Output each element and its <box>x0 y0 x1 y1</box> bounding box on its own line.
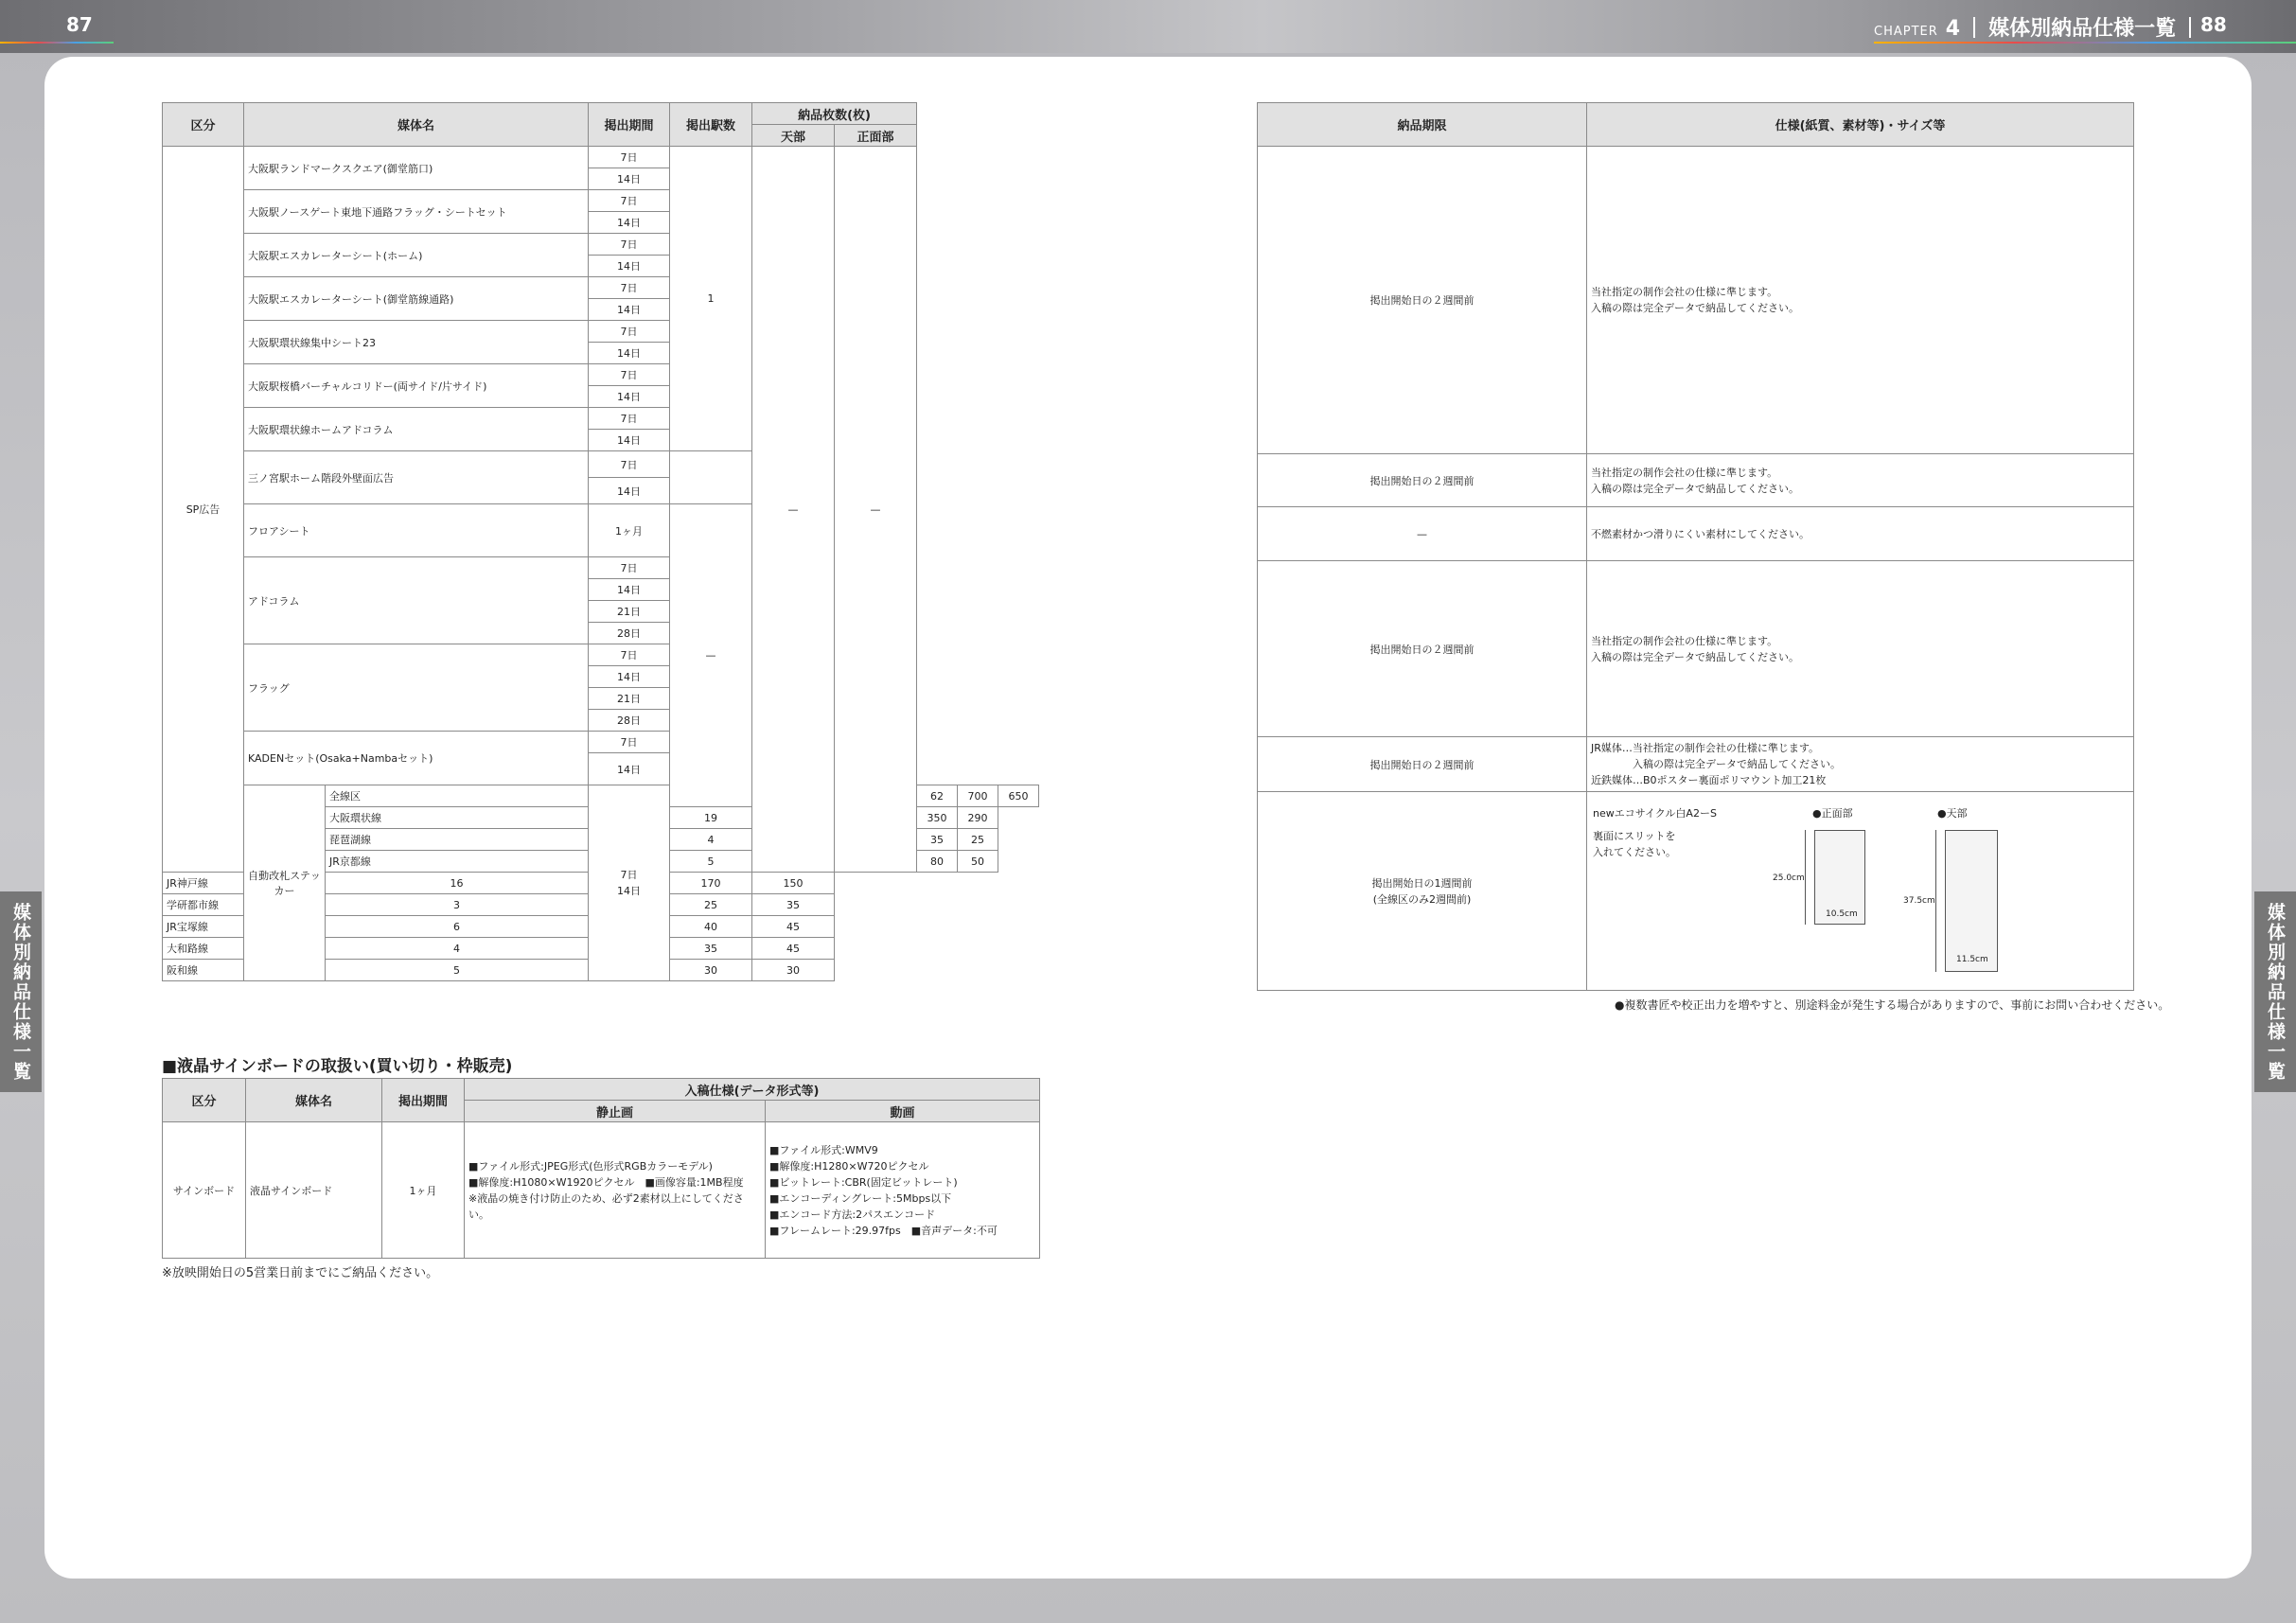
media-name: 三ノ宮駅ホーム階段外壁面広告 <box>244 451 589 504</box>
top-label: ●天部 <box>1937 806 1968 820</box>
chapter-heading <box>1874 12 2191 42</box>
sticker-period: 7日 14日 <box>589 785 670 981</box>
footnote: ●複数書匠や校正出力を増やすと、別途料金が発生する場合がありますので、事前にお問い合わせください。 <box>1615 998 2170 1012</box>
media-name: フロアシート <box>244 504 589 557</box>
media-name: KADENセット(Osaka+Nambaセット) <box>244 732 589 785</box>
period: 7日 <box>589 644 670 666</box>
line-sho: 650 <box>998 785 1039 807</box>
period: 28日 <box>589 710 670 732</box>
deadline-cell: 掲出開始日の２週間前 <box>1258 737 1587 792</box>
line-ten: 170 <box>670 873 752 894</box>
media-name: 大阪駅エスカレーターシート(御堂筋線通路) <box>244 277 589 321</box>
line-name: JR宝塚線 <box>163 916 244 938</box>
line-sho: 50 <box>958 851 998 873</box>
deadline-cell: 掲出開始日の２週間前 <box>1258 561 1587 737</box>
ten-dash: — <box>752 147 835 873</box>
period: 14日 <box>589 212 670 234</box>
line-stations: 4 <box>326 938 589 960</box>
col-spec: 入稿仕様(データ形式等) <box>465 1079 1040 1101</box>
spec-cell: 当社指定の制作会社の仕様に準じます。 入稿の際は完全データで納品してください。 <box>1587 454 2134 507</box>
top-height: 37.5cm <box>1903 895 1935 906</box>
col-stations: 掲出駅数 <box>670 103 752 147</box>
line-stations: 3 <box>326 894 589 916</box>
media-name: アドコラム <box>244 557 589 644</box>
line-stations: 5 <box>326 960 589 981</box>
line-name: JR神戸線 <box>163 873 244 894</box>
col-kubun: 区分 <box>163 103 244 147</box>
period: 28日 <box>589 623 670 644</box>
line-name: 大阪環状線 <box>326 807 589 829</box>
line-sho: 150 <box>752 873 835 894</box>
period: 14日 <box>589 478 670 504</box>
col-deadline: 納品期限 <box>1258 103 1587 147</box>
line-stations: 19 <box>670 807 752 829</box>
signboard-table <box>162 1078 1040 1259</box>
front-label: ●正面部 <box>1812 806 1853 820</box>
header-rule-right <box>1874 42 2296 44</box>
line-name: 大和路線 <box>163 938 244 960</box>
period: 7日 <box>589 277 670 299</box>
delivery-spec-table <box>1257 102 2134 991</box>
line-ten: 40 <box>670 916 752 938</box>
period: 7日 <box>589 557 670 579</box>
period: 7日 <box>589 408 670 430</box>
media-cell: 液晶サインボード <box>246 1122 382 1259</box>
period: 14日 <box>589 299 670 321</box>
line-stations: 16 <box>326 873 589 894</box>
line-ten: 35 <box>670 938 752 960</box>
col-media: 媒体名 <box>244 103 589 147</box>
period: 21日 <box>589 601 670 623</box>
line-sho: 290 <box>958 807 998 829</box>
header-rule-left <box>0 42 114 44</box>
line-ten: 80 <box>917 851 958 873</box>
col-video: 動画 <box>766 1101 1040 1122</box>
side-index-tab-left[interactable]: 媒体別納品仕様一覧 <box>0 891 42 1092</box>
col-still: 静止画 <box>465 1101 766 1122</box>
line-ten: 25 <box>670 894 752 916</box>
line-sho: 45 <box>752 938 835 960</box>
spec-cell: JR媒体…当社指定の制作会社の仕様に準じます。 入稿の際は完全データで納品してください。 近鉄媒体…B0ポスター裏面ポリマウント加工21枚 <box>1587 737 2134 792</box>
period: 7日 <box>589 147 670 168</box>
period: 14日 <box>589 579 670 601</box>
media-name: 大阪駅環状線ホームアドコラム <box>244 408 589 451</box>
media-name: 大阪駅エスカレーターシート(ホーム) <box>244 234 589 277</box>
stations-dash: — <box>670 504 752 807</box>
media-name: 大阪駅ノースゲート東地下通路フラッグ・シートセット <box>244 190 589 234</box>
top-width: 11.5cm <box>1956 954 1988 964</box>
line-sho: 25 <box>958 829 998 851</box>
line-ten: 30 <box>670 960 752 981</box>
period: 14日 <box>589 666 670 688</box>
deadline-cell: — <box>1258 507 1587 561</box>
line-name: JR京都線 <box>326 851 589 873</box>
chapter-number: 4 <box>1945 17 1961 41</box>
period: 7日 <box>589 451 670 478</box>
front-width: 10.5cm <box>1826 909 1858 919</box>
line-name: 琵琶湖線 <box>326 829 589 851</box>
period: 14日 <box>589 256 670 277</box>
eco-note: 裏面にスリットを 入れてください。 <box>1593 829 1676 858</box>
period: 7日 <box>589 732 670 753</box>
line-stations: 6 <box>326 916 589 938</box>
media-name: 大阪駅環状線集中シート23 <box>244 321 589 364</box>
chapter-divider-2 <box>2189 17 2191 38</box>
period: 14日 <box>589 753 670 785</box>
eco-name: newエコサイクル白A2ーS <box>1593 806 1717 820</box>
col-spec: 仕様(紙質、素材等)・サイズ等 <box>1587 103 2134 147</box>
spec-cell: 不燃素材かつ滑りにくい素材にしてください。 <box>1587 507 2134 561</box>
spec-cell: 当社指定の制作会社の仕様に準じます。 入稿の際は完全データで納品してください。 <box>1587 147 2134 454</box>
chapter-divider <box>1973 17 1975 38</box>
front-height: 25.0cm <box>1773 873 1805 883</box>
line-ten: 350 <box>917 807 958 829</box>
period: 1ヶ月 <box>589 504 670 557</box>
period: 7日 <box>589 190 670 212</box>
chapter-title: 媒体別納品仕様一覧 <box>1988 17 2177 41</box>
top-height-line <box>1935 830 1936 972</box>
col-media: 媒体名 <box>246 1079 382 1122</box>
sticker-label: 自動改札ステッカー <box>244 785 326 981</box>
period: 7日 <box>589 321 670 343</box>
line-stations: 62 <box>917 785 958 807</box>
stations-one: 1 <box>670 147 752 451</box>
period: 14日 <box>589 168 670 190</box>
spec-cell: 当社指定の制作会社の仕様に準じます。 入稿の際は完全データで納品してください。 <box>1587 561 2134 737</box>
sticker-size-diagram <box>1591 794 2129 989</box>
sho-dash: — <box>835 147 917 873</box>
col-sho: 正面部 <box>835 125 917 147</box>
spec-diagram-cell <box>1587 792 2134 991</box>
col-period: 掲出期間 <box>382 1079 465 1122</box>
kubun-cell: サインボード <box>163 1122 246 1259</box>
media-name: 大阪駅桜橋バーチャルコリドー(両サイド/片サイド) <box>244 364 589 408</box>
line-sho: 30 <box>752 960 835 981</box>
col-kubun: 区分 <box>163 1079 246 1122</box>
media-name: 大阪駅ランドマークスクエア(御堂筋口) <box>244 147 589 190</box>
media-count-table <box>162 102 1039 981</box>
still-spec: ■ファイル形式:JPEG形式(色形式RGBカラーモデル) ■解像度:H1080×W1920ピクセル ■画像容量:1MB程度 ※液晶の焼き付け防止のため、必ず2素材以上にしてください。 <box>465 1122 766 1259</box>
line-name: 阪和線 <box>163 960 244 981</box>
period: 14日 <box>589 430 670 451</box>
period-cell: 1ヶ月 <box>382 1122 465 1259</box>
media-name: フラッグ <box>244 644 589 732</box>
deadline-cell: 掲出開始日の２週間前 <box>1258 454 1587 507</box>
col-ten: 天部 <box>752 125 835 147</box>
line-name: 学研都市線 <box>163 894 244 916</box>
period: 7日 <box>589 364 670 386</box>
col-count: 納品枚数(枚) <box>752 103 917 125</box>
deadline-cell: 掲出開始日の1週間前 (全線区のみ2週間前) <box>1258 792 1587 991</box>
col-period: 掲出期間 <box>589 103 670 147</box>
period: 14日 <box>589 386 670 408</box>
page-number-left: 87 <box>66 13 93 36</box>
line-name: 全線区 <box>326 785 589 807</box>
line-sho: 35 <box>752 894 835 916</box>
line-stations: 5 <box>670 851 752 873</box>
line-ten: 700 <box>958 785 998 807</box>
line-sho: 45 <box>752 916 835 938</box>
top-sticker-shape <box>1945 830 1998 972</box>
period: 21日 <box>589 688 670 710</box>
line-ten: 35 <box>917 829 958 851</box>
period: 7日 <box>589 234 670 256</box>
signboard-note: ※放映開始日の5営業日前までにご納品ください。 <box>162 1266 439 1280</box>
page-number-right: 88 <box>2200 13 2227 36</box>
section-title: ■液晶サインボードの取扱い(買い切り・枠販売) <box>162 1057 513 1076</box>
side-index-tab-right[interactable]: 媒体別納品仕様一覧 <box>2254 891 2296 1092</box>
period: 14日 <box>589 343 670 364</box>
line-stations: 4 <box>670 829 752 851</box>
deadline-cell: 掲出開始日の２週間前 <box>1258 147 1587 454</box>
kubun-sp: SP広告 <box>163 147 244 873</box>
stations-blank <box>670 451 752 504</box>
video-spec: ■ファイル形式:WMV9 ■解像度:H1280×W720ピクセル ■ビットレート:CBR(固定ビットレート) ■エンコーディングレート:5Mbps以下 ■エンコード方法:2パスエンコード ■フレームレート:29.97fps ■音声データ:不可 <box>766 1122 1040 1259</box>
chapter-label: CHAPTER <box>1874 25 1938 39</box>
front-height-line <box>1805 830 1806 925</box>
